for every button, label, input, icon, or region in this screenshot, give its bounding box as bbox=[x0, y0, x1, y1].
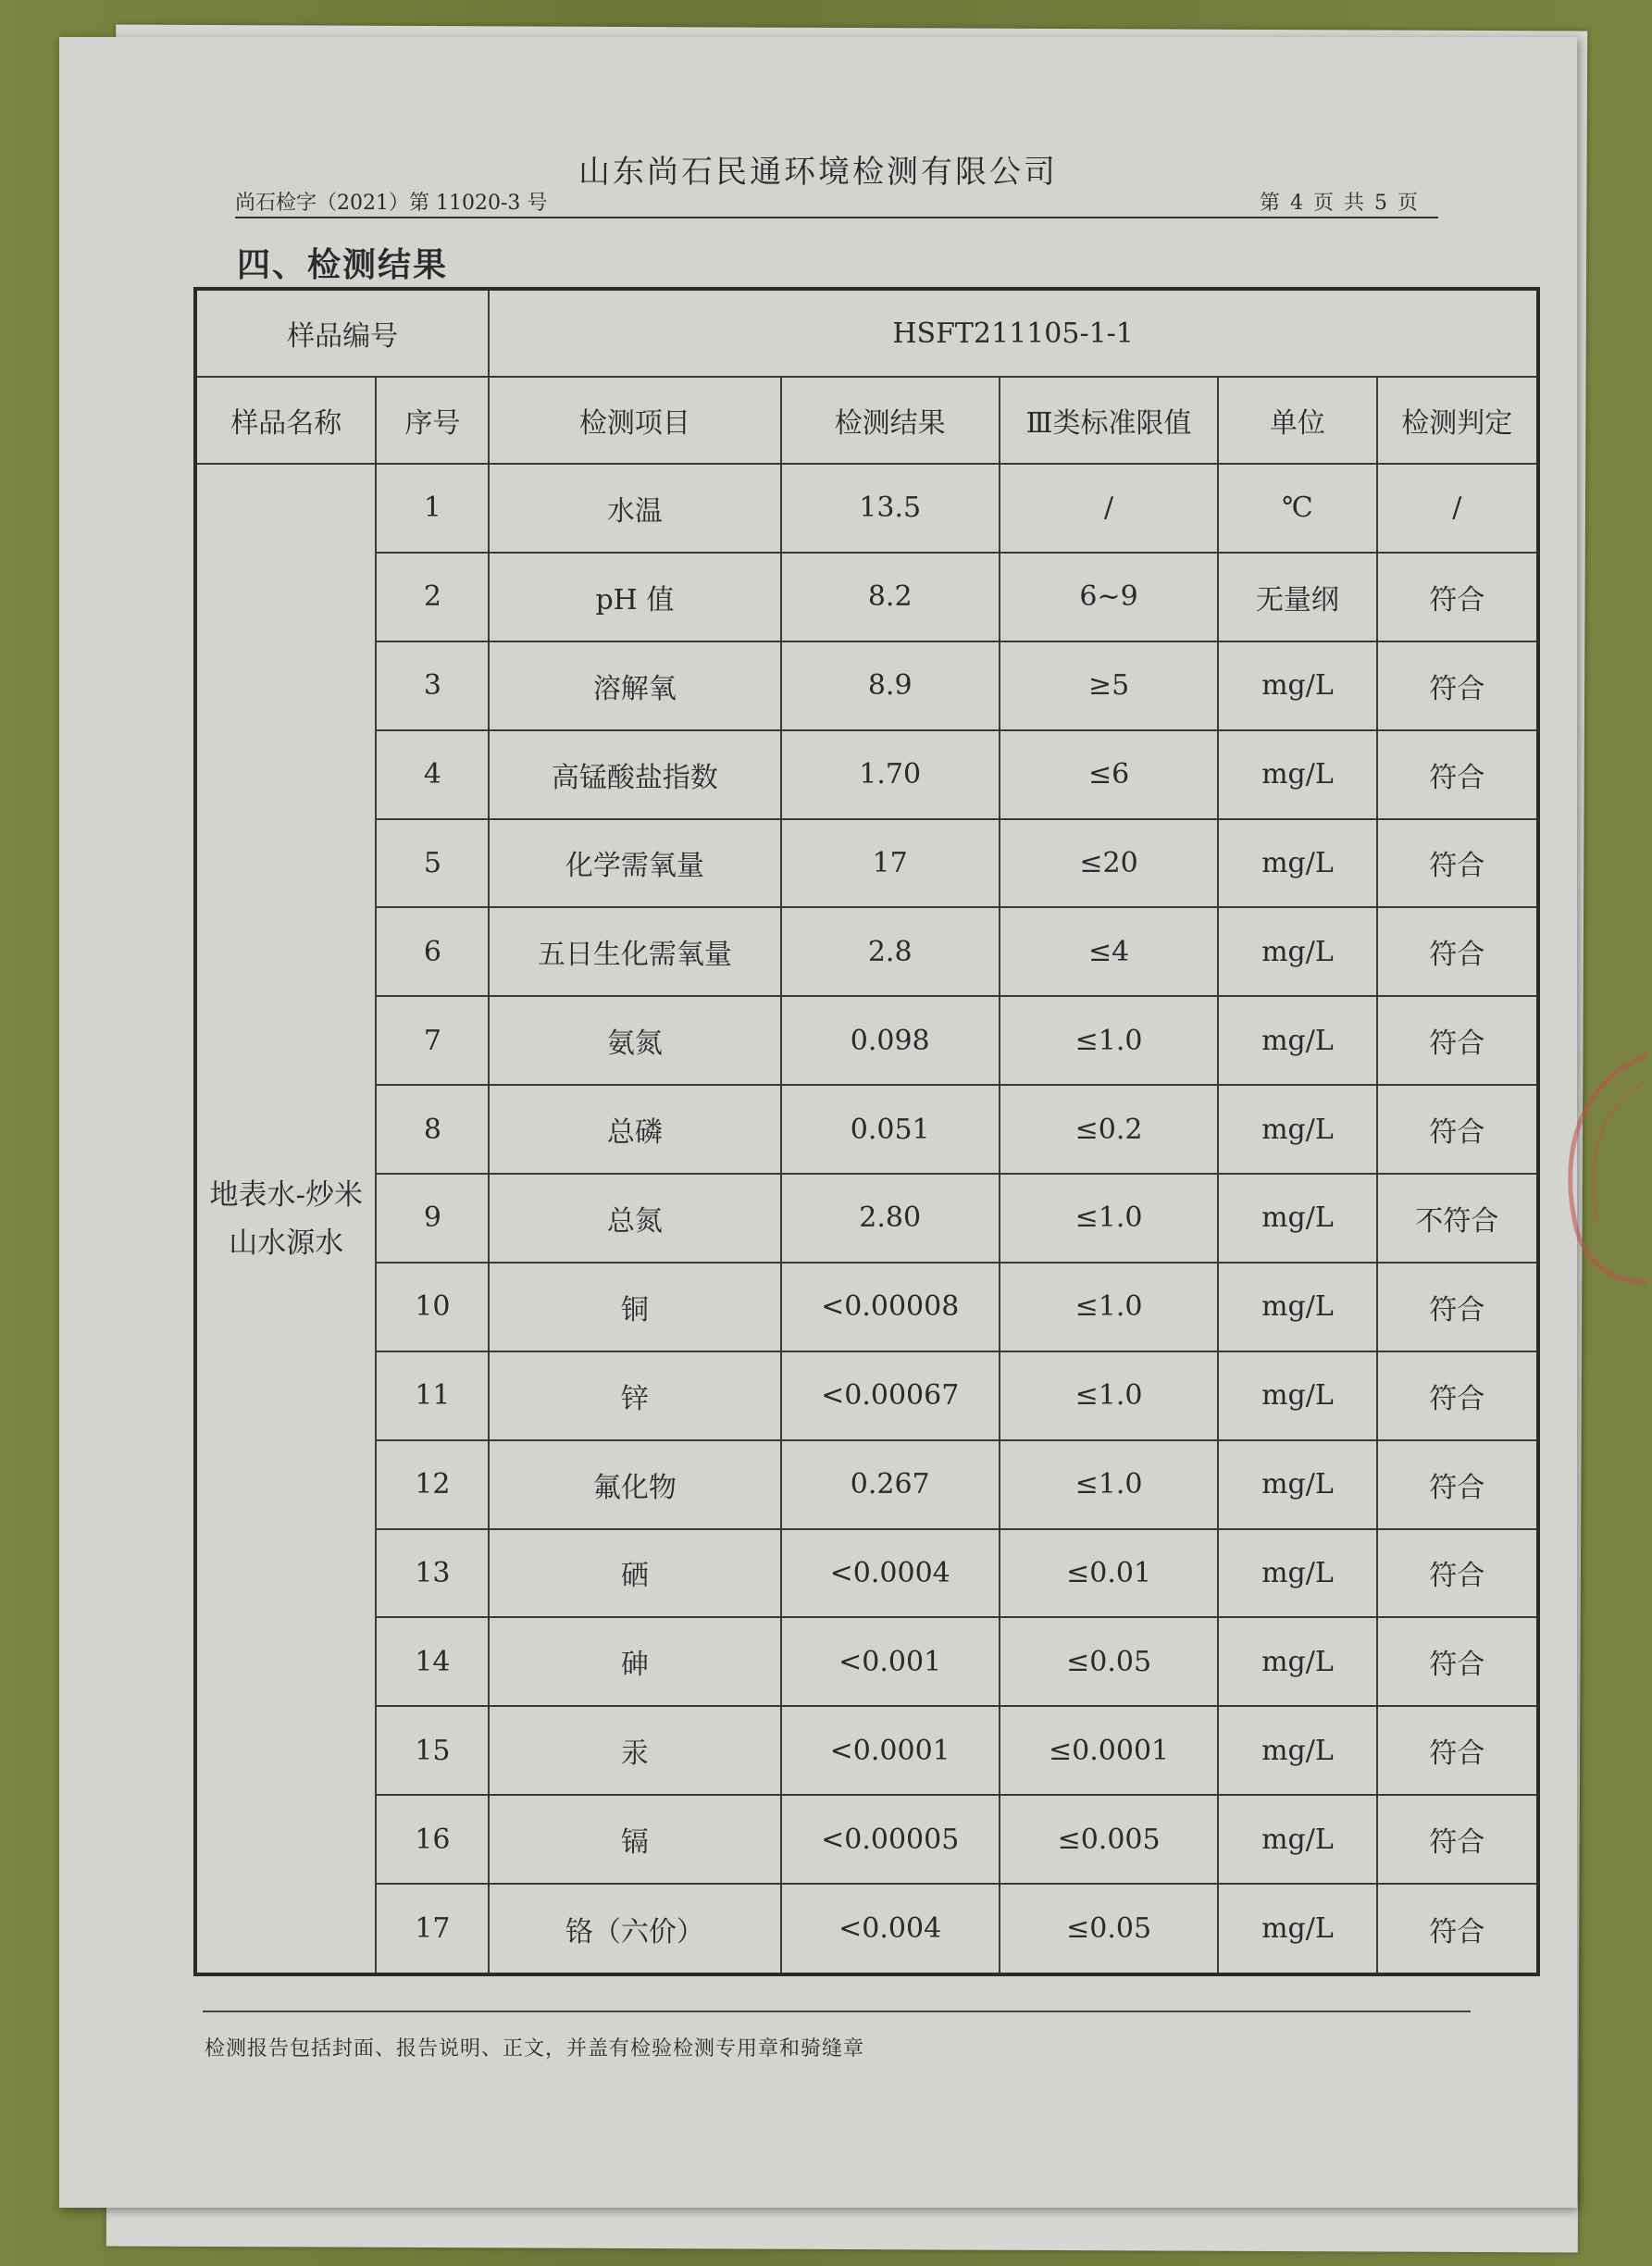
cell-limit: ≤20 bbox=[1000, 819, 1218, 908]
cell-item: 硒 bbox=[489, 1529, 780, 1618]
results-table bbox=[193, 287, 1540, 1976]
cell-item: 总磷 bbox=[489, 1085, 780, 1174]
cell-item: 高锰酸盐指数 bbox=[489, 730, 780, 819]
cell-item: pH 值 bbox=[489, 553, 780, 641]
cell-judgement: 符合 bbox=[1377, 1617, 1538, 1706]
table-row bbox=[195, 1263, 1538, 1351]
cell-judgement: / bbox=[1377, 464, 1538, 553]
column-header-row bbox=[195, 377, 1538, 464]
cell-result: 1.70 bbox=[781, 730, 1000, 819]
document-number: 尚石检字（2021）第 11020-3 号 bbox=[235, 192, 548, 215]
cell-result: 2.80 bbox=[781, 1174, 1000, 1263]
table-row bbox=[195, 996, 1538, 1085]
column-header: 检测结果 bbox=[781, 377, 1000, 464]
cell-result: 8.2 bbox=[781, 553, 1000, 641]
cell-item: 氨氮 bbox=[489, 996, 780, 1085]
cell-limit: ≤0.05 bbox=[1000, 1884, 1218, 1974]
cell-judgement: 符合 bbox=[1377, 1440, 1538, 1529]
cell-unit: mg/L bbox=[1218, 1351, 1376, 1440]
cell-no: 7 bbox=[376, 996, 489, 1085]
cell-limit: ≤0.01 bbox=[1000, 1529, 1218, 1618]
cell-no: 10 bbox=[376, 1263, 489, 1351]
table-row bbox=[195, 1706, 1538, 1795]
cell-judgement: 符合 bbox=[1377, 907, 1538, 996]
cell-unit: mg/L bbox=[1218, 1263, 1376, 1351]
cell-no: 15 bbox=[376, 1706, 489, 1795]
table-row bbox=[195, 907, 1538, 996]
cell-result: <0.0001 bbox=[781, 1706, 1000, 1795]
column-header: 单位 bbox=[1218, 377, 1376, 464]
cell-unit: mg/L bbox=[1218, 819, 1376, 908]
cell-limit: ≤1.0 bbox=[1000, 1263, 1218, 1351]
table-row bbox=[195, 1351, 1538, 1440]
cell-no: 13 bbox=[376, 1529, 489, 1618]
column-header: 样品名称 bbox=[195, 377, 376, 464]
cell-no: 6 bbox=[376, 907, 489, 996]
cell-unit: mg/L bbox=[1218, 1617, 1376, 1706]
table-row bbox=[195, 1085, 1538, 1174]
cell-limit: 6~9 bbox=[1000, 553, 1218, 641]
table-row bbox=[195, 553, 1538, 641]
cell-result: <0.00005 bbox=[781, 1795, 1000, 1884]
column-header: 序号 bbox=[376, 377, 489, 464]
cell-result: 2.8 bbox=[781, 907, 1000, 996]
cell-judgement: 符合 bbox=[1377, 1706, 1538, 1795]
cell-judgement: 符合 bbox=[1377, 1795, 1538, 1884]
cell-unit: mg/L bbox=[1218, 1884, 1376, 1974]
cell-result: <0.001 bbox=[781, 1617, 1000, 1706]
cell-judgement: 符合 bbox=[1377, 553, 1538, 641]
table-row bbox=[195, 641, 1538, 730]
footer-rule bbox=[203, 2011, 1471, 2012]
report-page bbox=[59, 37, 1577, 2208]
cell-limit: ≤1.0 bbox=[1000, 1174, 1218, 1263]
table-row bbox=[195, 1529, 1538, 1618]
column-header: 检测判定 bbox=[1377, 377, 1538, 464]
seal-stamp bbox=[1540, 1046, 1651, 1287]
cell-item: 砷 bbox=[489, 1617, 780, 1706]
cell-unit: ℃ bbox=[1218, 464, 1376, 553]
cell-limit: ≤1.0 bbox=[1000, 996, 1218, 1085]
cell-item: 化学需氧量 bbox=[489, 819, 780, 908]
column-header: 检测项目 bbox=[489, 377, 780, 464]
cell-no: 1 bbox=[376, 464, 489, 553]
table-row bbox=[195, 1440, 1538, 1529]
page-number: 第 4 页 共 5 页 bbox=[1260, 192, 1420, 215]
cell-item: 镉 bbox=[489, 1795, 780, 1884]
cell-unit: mg/L bbox=[1218, 730, 1376, 819]
cell-judgement: 符合 bbox=[1377, 1884, 1538, 1974]
cell-judgement: 不符合 bbox=[1377, 1174, 1538, 1263]
cell-judgement: 符合 bbox=[1377, 730, 1538, 819]
cell-result: 8.9 bbox=[781, 641, 1000, 730]
cell-no: 12 bbox=[376, 1440, 489, 1529]
table-row bbox=[195, 1617, 1538, 1706]
sample-id-row bbox=[195, 289, 1538, 377]
cell-unit: mg/L bbox=[1218, 641, 1376, 730]
table-row bbox=[195, 1884, 1538, 1974]
cell-judgement: 符合 bbox=[1377, 996, 1538, 1085]
cell-no: 16 bbox=[376, 1795, 489, 1884]
cell-unit: mg/L bbox=[1218, 1795, 1376, 1884]
cell-item: 总氮 bbox=[489, 1174, 780, 1263]
sample-id-label: 样品编号 bbox=[195, 289, 489, 377]
cell-no: 9 bbox=[376, 1174, 489, 1263]
cell-limit: ≥5 bbox=[1000, 641, 1218, 730]
cell-judgement: 符合 bbox=[1377, 1085, 1538, 1174]
column-header: Ⅲ类标准限值 bbox=[1000, 377, 1218, 464]
cell-result: 13.5 bbox=[781, 464, 1000, 553]
company-name: 山东尚石民通环境检测有限公司 bbox=[578, 154, 1058, 191]
cell-judgement: 符合 bbox=[1377, 1529, 1538, 1618]
footer-note: 检测报告包括封面、报告说明、正文，并盖有检验检测专用章和骑缝章 bbox=[205, 2037, 865, 2061]
cell-unit: mg/L bbox=[1218, 907, 1376, 996]
cell-unit: mg/L bbox=[1218, 1440, 1376, 1529]
cell-no: 5 bbox=[376, 819, 489, 908]
table-row bbox=[195, 464, 1538, 553]
cell-limit: / bbox=[1000, 464, 1218, 553]
cell-limit: ≤6 bbox=[1000, 730, 1218, 819]
cell-result: <0.004 bbox=[781, 1884, 1000, 1974]
cell-limit: ≤0.2 bbox=[1000, 1085, 1218, 1174]
cell-no: 3 bbox=[376, 641, 489, 730]
sample-id-value: HSFT211105-1-1 bbox=[489, 289, 1538, 377]
cell-result: <0.00067 bbox=[781, 1351, 1000, 1440]
cell-no: 17 bbox=[376, 1884, 489, 1974]
header-rule bbox=[235, 217, 1438, 218]
cell-no: 4 bbox=[376, 730, 489, 819]
section-title: 四、检测结果 bbox=[237, 245, 449, 284]
cell-item: 氟化物 bbox=[489, 1440, 780, 1529]
cell-limit: ≤4 bbox=[1000, 907, 1218, 996]
cell-no: 14 bbox=[376, 1617, 489, 1706]
cell-no: 8 bbox=[376, 1085, 489, 1174]
cell-limit: ≤0.0001 bbox=[1000, 1706, 1218, 1795]
cell-limit: ≤0.005 bbox=[1000, 1795, 1218, 1884]
cell-unit: mg/L bbox=[1218, 1706, 1376, 1795]
cell-unit: mg/L bbox=[1218, 996, 1376, 1085]
cell-item: 五日生化需氧量 bbox=[489, 907, 780, 996]
cell-judgement: 符合 bbox=[1377, 641, 1538, 730]
cell-limit: ≤1.0 bbox=[1000, 1440, 1218, 1529]
cell-item: 锌 bbox=[489, 1351, 780, 1440]
cell-result: <0.0004 bbox=[781, 1529, 1000, 1618]
cell-result: 0.051 bbox=[781, 1085, 1000, 1174]
cell-unit: mg/L bbox=[1218, 1085, 1376, 1174]
sample-name: 地表水-炒米山水源水 bbox=[195, 464, 376, 1974]
cell-item: 溶解氧 bbox=[489, 641, 780, 730]
cell-limit: ≤1.0 bbox=[1000, 1351, 1218, 1440]
cell-result: 17 bbox=[781, 819, 1000, 908]
cell-no: 11 bbox=[376, 1351, 489, 1440]
cell-unit: 无量纲 bbox=[1218, 553, 1376, 641]
cell-item: 铬（六价） bbox=[489, 1884, 780, 1974]
table-row bbox=[195, 1795, 1538, 1884]
cell-judgement: 符合 bbox=[1377, 1263, 1538, 1351]
cell-item: 铜 bbox=[489, 1263, 780, 1351]
cell-unit: mg/L bbox=[1218, 1174, 1376, 1263]
table-row bbox=[195, 1174, 1538, 1263]
cell-unit: mg/L bbox=[1218, 1529, 1376, 1618]
cell-result: 0.267 bbox=[781, 1440, 1000, 1529]
cell-item: 水温 bbox=[489, 464, 780, 553]
cell-limit: ≤0.05 bbox=[1000, 1617, 1218, 1706]
cell-no: 2 bbox=[376, 553, 489, 641]
table-row bbox=[195, 730, 1538, 819]
cell-judgement: 符合 bbox=[1377, 819, 1538, 908]
table-row bbox=[195, 819, 1538, 908]
cell-result: 0.098 bbox=[781, 996, 1000, 1085]
cell-item: 汞 bbox=[489, 1706, 780, 1795]
cell-result: <0.00008 bbox=[781, 1263, 1000, 1351]
cell-judgement: 符合 bbox=[1377, 1351, 1538, 1440]
